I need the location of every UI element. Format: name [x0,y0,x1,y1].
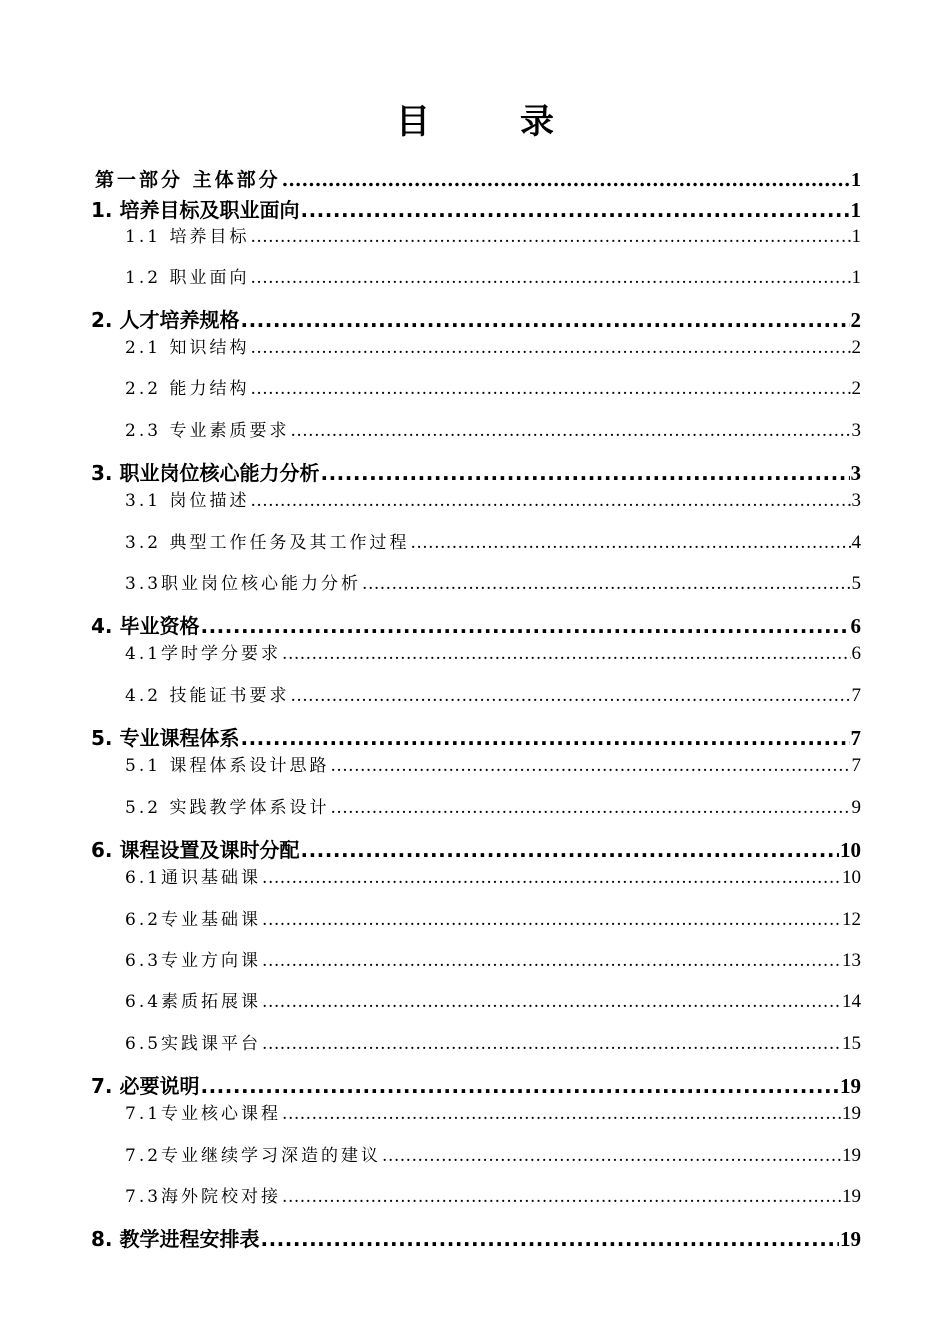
toc-entry[interactable] [125,528,861,554]
toc-entry-label: 3.3职业岗位核心能力分析 [125,574,362,594]
toc-dot-leader [200,614,849,638]
toc-dot-leader [330,756,850,776]
toc-dot-leader [262,951,841,971]
toc-page-number: 2 [851,378,861,399]
toc-dot-leader [240,726,849,750]
toc-entry[interactable] [125,1099,861,1125]
toc-entry[interactable] [91,610,861,639]
toc-entry[interactable] [125,1182,861,1208]
toc-dot-leader [330,798,850,818]
toc-entry[interactable] [91,1070,861,1099]
toc-entry-label: 6.2专业基础课 [125,910,262,930]
toc-entry[interactable] [91,304,861,333]
toc-entry[interactable] [91,834,861,863]
toc-entry-label: 2.1 知识结构 [125,338,250,358]
toc-entry-label: 1.1 培养目标 [125,227,250,247]
toc-dot-leader [250,379,850,399]
toc-entry[interactable] [125,1141,861,1167]
toc-page-number: 1 [850,198,861,222]
toc-page-number: 10 [840,838,861,862]
toc-entry[interactable] [95,165,861,192]
toc-dot-leader [262,868,841,888]
toc-page-number: 7 [850,726,861,750]
toc-page-number: 10 [842,867,861,888]
toc-dot-leader [300,838,839,862]
toc-entry[interactable] [125,946,861,972]
toc-page-number: 1 [851,226,861,247]
toc-entry[interactable] [91,457,861,486]
toc-dot-leader [240,308,849,332]
toc-page-number: 7 [851,685,861,706]
toc-entry-label: 2.3 专业素质要求 [125,421,290,441]
toc-page-number: 9 [851,797,861,818]
toc-entry[interactable] [125,222,861,248]
toc-page-number: 5 [851,573,861,594]
toc-dot-leader [260,1227,839,1251]
toc-entry-label: 4.2 技能证书要求 [125,686,290,706]
toc-page-number: 7 [851,755,861,776]
toc-page-number: 19 [842,1145,861,1166]
toc-dot-leader [362,574,850,594]
toc-page-number: 19 [840,1227,861,1251]
toc-page-number: 2 [851,337,861,358]
toc-entry-label: 第一部分 主体部分 [95,169,281,191]
toc-page-number: 13 [842,950,861,971]
toc-page-number: 19 [840,1074,861,1098]
toc-entry[interactable] [125,263,861,289]
toc-dot-leader [410,533,850,553]
toc-dot-leader [300,198,849,222]
toc-entry-label: 2.2 能力结构 [125,379,250,399]
toc-dot-leader [290,421,850,441]
toc-entry-label: 2. 人才培养规格 [91,308,240,332]
toc-entry-label: 5.2 实践教学体系设计 [125,798,330,818]
toc-page-number: 1 [851,267,861,288]
toc-entry-label: 4.1学时学分要求 [125,644,282,664]
toc-entry-label: 1. 培养目标及职业面向 [91,198,300,222]
toc-entry-label: 7.3海外院校对接 [125,1187,282,1207]
toc-page-number: 3 [851,420,861,441]
toc-entry[interactable] [91,722,861,751]
toc-entry-label: 6.5实践课平台 [125,1034,262,1054]
toc-entry-label: 1.2 职业面向 [125,268,250,288]
toc-entry[interactable] [125,569,861,595]
toc-entry[interactable] [125,639,861,665]
toc-entry-label: 7. 必要说明 [91,1074,200,1098]
toc-entry-label: 3.1 岗位描述 [125,491,250,511]
toc-entry[interactable] [125,416,861,442]
toc-page-number: 19 [842,1186,861,1207]
toc-dot-leader [250,268,850,288]
toc-entry-label: 6.3专业方向课 [125,951,262,971]
toc-dot-leader [262,1034,841,1054]
toc-page-number: 1 [851,169,861,191]
toc-entry-label: 6. 课程设置及课时分配 [91,838,300,862]
toc-page-number: 19 [842,1103,861,1124]
page-title: 目 录 [396,102,582,142]
toc-dot-leader [282,169,850,191]
toc-entry-label: 3. 职业岗位核心能力分析 [91,461,320,485]
toc-entry[interactable] [125,793,861,819]
toc-entry[interactable] [125,751,861,777]
toc-dot-leader [200,1074,839,1098]
toc-entry-label: 8. 教学进程安排表 [91,1227,260,1251]
toc-dot-leader [262,992,841,1012]
toc-dot-leader [282,1187,841,1207]
toc-page-number: 6 [850,614,861,638]
toc-entry-label: 7.1专业核心课程 [125,1104,282,1124]
toc-dot-leader [290,686,850,706]
toc-page-number: 14 [842,991,861,1012]
toc-page-number: 6 [851,643,861,664]
toc-page-number: 15 [842,1033,861,1054]
toc-entry-label: 6.1通识基础课 [125,868,262,888]
toc-dot-leader [250,491,850,511]
toc-page-number: 3 [850,461,861,485]
toc-entry-label: 5. 专业课程体系 [91,726,240,750]
toc-entry[interactable] [91,194,861,223]
toc-dot-leader [282,644,850,664]
toc-entry-label: 6.4素质拓展课 [125,992,262,1012]
toc-entry[interactable] [125,486,861,512]
toc-page-number: 4 [851,532,861,553]
toc-entry-label: 4. 毕业资格 [91,614,200,638]
toc-dot-leader [320,461,849,485]
toc-entry[interactable] [125,374,861,400]
toc-entry[interactable] [125,1029,861,1055]
toc-page-number: 12 [842,909,861,930]
toc-entry-label: 3.2 典型工作任务及其工作过程 [125,533,410,553]
toc-page-number: 3 [851,490,861,511]
toc-entry[interactable] [125,681,861,707]
toc-page-number: 2 [850,308,861,332]
toc-dot-leader [250,227,850,247]
toc-dot-leader [282,1104,841,1124]
toc-dot-leader [262,910,841,930]
toc-entry[interactable] [125,333,861,359]
toc-entry[interactable] [91,1223,861,1252]
toc-entry-label: 5.1 课程体系设计思路 [125,756,330,776]
toc-dot-leader [382,1146,841,1166]
toc-entry[interactable] [125,987,861,1013]
toc-entry-label: 7.2专业继续学习深造的建议 [125,1146,382,1166]
toc-dot-leader [250,338,850,358]
toc-entry[interactable] [125,905,861,931]
toc-entry[interactable] [125,863,861,889]
